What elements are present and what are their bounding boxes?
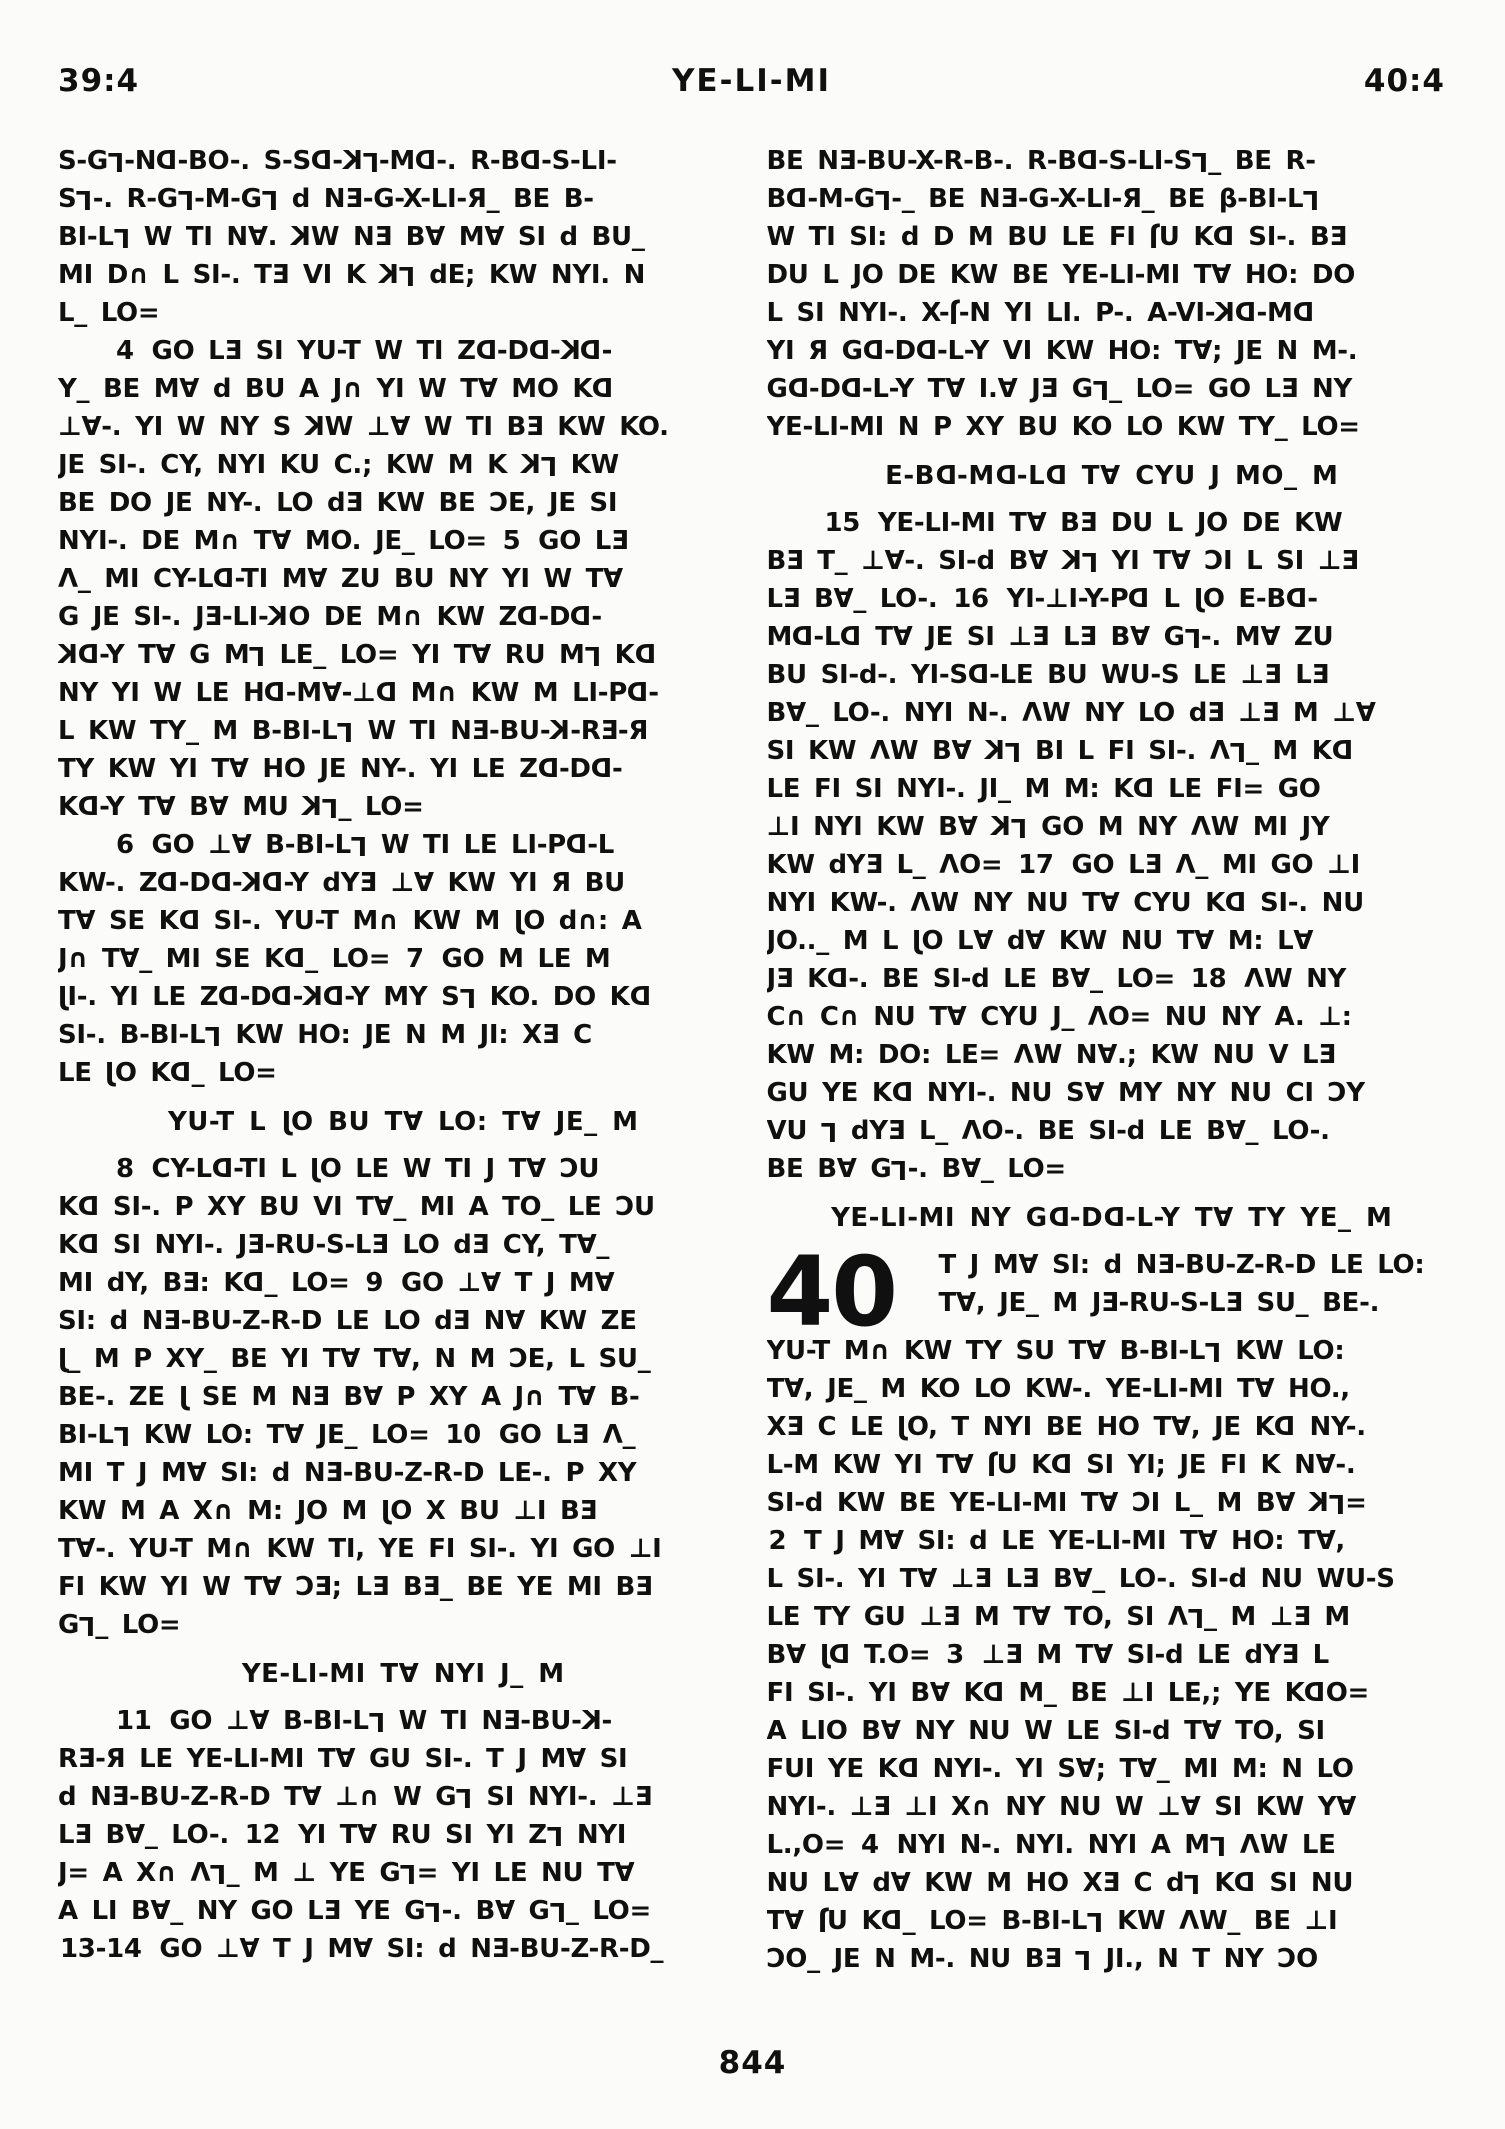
text-line: TY KW YI T∀ HO JE NY-. YI LE ZD-DD- xyxy=(58,750,749,788)
verse-number: 15 xyxy=(824,508,861,538)
section-heading: YE-LI-MI NY GD-DD-L-Y T∀ TY YE_ M xyxy=(767,1199,1458,1237)
text-line: KW M: DO: LE= ΛW N∀.; KW NU V LƎ xyxy=(766,1040,1336,1070)
reversed-letter: D xyxy=(475,336,497,366)
reversed-letter: L xyxy=(205,1020,222,1050)
reversed-letter: D xyxy=(627,678,649,708)
reversed-letter: D xyxy=(1274,1412,1296,1442)
reversed-letter: D xyxy=(1304,1678,1326,1708)
verse-number: 12 xyxy=(244,1820,281,1850)
text-line: L SI NYI-. X-J-N YI LI. P-. A-VI-KD-MD xyxy=(767,294,1458,332)
text-line: SI-d KW BE YE-LI-MI T∀ ƆI L_ M B∀ KL= xyxy=(767,1484,1458,1522)
verse-number: 5 xyxy=(502,526,521,556)
text-line: YE-LI-MI N P XY BU KO LO KW TY_ LO= xyxy=(766,412,1360,442)
reversed-letter: L xyxy=(820,1116,838,1146)
reversed-letter: L xyxy=(1184,1868,1201,1898)
reversed-letter: J xyxy=(310,1154,320,1184)
text-line: LE TY GU ⊥Ǝ M T∀ TO, SI ΛL_ M ⊥Ǝ M xyxy=(767,1598,1458,1636)
reversed-letter: L xyxy=(584,640,601,670)
text-line: C∩ C∩ NU T∀ CYU J_ ΛO= NU NY A. ⊥: xyxy=(766,1002,1352,1032)
reversed-letter: L xyxy=(1187,1602,1204,1632)
reversed-letter: D xyxy=(528,336,550,366)
text-line: LƎ B∀_ LO-. 12 YI T∀ RU SI YI ZL NYI xyxy=(58,1816,749,1854)
text-line: SI KW ΛW B∀ KL BI L FI SI-. ΛL_ M KD xyxy=(767,732,1458,770)
text-line: LE FI SI NYI-. JI_ M M: KD LE FI= GO xyxy=(767,770,1458,808)
text-line: SI: d NƎ-BU-Z-R-D LE LO dƎ N∀ KW ZE xyxy=(58,1306,637,1336)
text-line: T∀-. YU-T M∩ KW TI, YE FI SI-. YI GO ⊥I xyxy=(58,1534,662,1564)
reversed-letter: K xyxy=(550,716,571,746)
text-line: T∀ JU KD_ LO= B-BI-LL KW ΛW_ BE ⊥I xyxy=(767,1902,1458,1940)
text-line: YU-T M∩ KW TY SU T∀ B-BI-LL KW LO: xyxy=(767,1332,1458,1370)
text-line: GU YE KD NYI-. NU S∀ MY NY NU CI ƆY xyxy=(767,1074,1458,1112)
reversed-letter: L xyxy=(79,1610,96,1640)
text-line: BE NƎ-BU-X-R-B-. R-BD-S-LI-SL_ BE R- xyxy=(767,142,1458,180)
text-line: BU SI-d-. YI-SD-LE BU WU-S LE ⊥Ǝ LƎ xyxy=(767,656,1458,694)
text-line: J_ M P XY_ BE YI T∀ T∀, N M ƆE, L SU_ xyxy=(58,1340,749,1378)
reversed-letter: K xyxy=(303,982,323,1012)
reversed-letter: D xyxy=(967,660,990,690)
text-line: B∀_ LO-. NYI N-. ΛW NY LO dƎ ⊥Ǝ M ⊥∀ xyxy=(766,698,1376,728)
reversed-letter: K xyxy=(1308,1488,1329,1518)
reversed-letter: D xyxy=(537,754,559,784)
text-line: FI KW YI W T∀ ƆƎ; LƎ BƎ_ BE YE MI BƎ xyxy=(58,1572,653,1602)
reversed-letter: L xyxy=(874,184,892,214)
reversed-letter: L xyxy=(546,1820,564,1850)
text-line: A LI B∀_ NY GO LƎ YE GL-. B∀ GL_ LO= xyxy=(58,1892,749,1930)
text-line: FUI YE KD NYI-. YI S∀; T∀_ MI M: N LO xyxy=(767,1750,1458,1788)
verse-number: 9 xyxy=(365,1268,384,1298)
reversed-letter: L xyxy=(1011,812,1028,842)
verse-number: 2 xyxy=(768,1526,787,1556)
text-line: KD-Y T∀ B∀ MU KL_ LO= xyxy=(58,788,749,826)
text-line: B∀ JD T.O= 3 ⊥Ǝ M T∀ SI-d LE dYƎ L xyxy=(767,1636,1458,1674)
text-line: KD SI NYI-. JƎ-RU-S-LƎ LO dƎ CY, T∀_ xyxy=(58,1226,749,1264)
text-line: 6 GO ⊥∀ B-BI-LL W TI LE LI-PD-L xyxy=(58,826,749,864)
text-line: KW dYƎ L_ ΛO= 17 GO LƎ Λ_ MI GO ⊥I xyxy=(766,850,1360,880)
reversed-letter: D xyxy=(310,146,333,176)
text-line: 15 YE-LI-MI T∀ BƎ DU L JO DE KW xyxy=(824,508,1343,538)
reversed-letter: J xyxy=(58,1344,68,1374)
reversed-letter: D xyxy=(1076,146,1099,176)
reversed-letter: D xyxy=(1224,888,1247,918)
text-line: Y_ BE M∀ d BU A J∩ YI W T∀ MO KD xyxy=(58,370,749,408)
reversed-letter: L xyxy=(337,716,354,746)
text-line: KD-Y T∀ G ML LE_ LO= YI T∀ RU ML KD xyxy=(58,636,749,674)
reversed-letter: D xyxy=(156,146,178,176)
reversed-letter: L xyxy=(76,184,93,214)
text-line: G JE SI-. JƎ-LI-KO DE M∩ KW ZD-DD- xyxy=(58,598,749,636)
reversed-letter: J xyxy=(178,1382,188,1412)
reversed-letter: D xyxy=(1051,1450,1073,1480)
text-line: LƎ B∀_ LO-. 16 YI-⊥I-Y-PD L JO E-BD- xyxy=(767,580,1458,618)
text-columns xyxy=(58,142,1457,2019)
reversed-letter: D xyxy=(983,1678,1005,1708)
reversed-letter: D xyxy=(840,374,862,404)
reversed-letter: L xyxy=(1229,736,1246,766)
reversed-letter: J xyxy=(819,1640,829,1670)
text-line: MI D∩ L SI-. TƎ VI K KL dE; KW NYI. N xyxy=(58,256,749,294)
text-line: A LIO B∀ NY NU W LE SI-d T∀ TO, SI xyxy=(766,1716,1325,1746)
reversed-letter: D xyxy=(915,336,938,366)
reversed-letter: D xyxy=(211,1154,234,1184)
page-header xyxy=(58,58,1445,104)
reversed-letter: K xyxy=(1061,546,1082,576)
header-left-reference: 39:4 xyxy=(58,63,140,99)
text-line: L-M KW YI T∀ JU KD SI YI; JE FI K N∀-. xyxy=(767,1446,1458,1484)
text-line: MI T J M∀ SI: d NƎ-BU-Z-R-D LE-. P XY xyxy=(58,1458,637,1488)
reversed-letter: D xyxy=(1103,1203,1126,1233)
reversed-letter: D xyxy=(213,564,235,594)
text-line: NY YI W LE HD-M∀-⊥D M∩ KW M LI-PD- xyxy=(58,674,749,712)
reversed-letter: L xyxy=(425,1896,442,1926)
reversed-letter: J xyxy=(513,906,524,936)
reversed-letter: D xyxy=(1045,461,1068,491)
reversed-letter: L xyxy=(1004,736,1022,766)
reversed-letter: D xyxy=(570,602,592,632)
reversed-letter: D xyxy=(629,982,651,1012)
reversed-letter: L xyxy=(1075,1944,1092,1974)
text-line: YI Я GD-DD-L-Y VI KW HO: T∀; JE N M-. xyxy=(767,332,1458,370)
reversed-letter: D xyxy=(897,1754,919,1784)
reversed-letter: D xyxy=(77,1192,100,1222)
reversed-letter: D xyxy=(881,1906,903,1936)
verse-number: 13-14 xyxy=(60,1934,142,1964)
reversed-letter: D xyxy=(271,982,293,1012)
reversed-letter: K xyxy=(242,868,263,898)
text-line: SL-. R-GL-M-GL d NƎ-G-X-LI-Я_ BE B- xyxy=(58,180,749,218)
reversed-letter: D xyxy=(590,754,613,784)
verse-number: 4 xyxy=(116,336,134,366)
reversed-letter: D xyxy=(264,678,286,708)
reversed-letter: D xyxy=(262,868,284,898)
text-line: ⊥I NYI KW B∀ KL GO M NY ΛW MI JY xyxy=(767,808,1458,846)
reversed-letter: L xyxy=(1192,146,1209,176)
text-line: MD-LD T∀ JE SI ⊥Ǝ LƎ B∀ GL-. M∀ ZU xyxy=(767,618,1458,656)
reversed-letter: L xyxy=(1081,546,1098,576)
reversed-letter: L xyxy=(322,792,339,822)
reversed-letter: L xyxy=(456,1782,473,1812)
reversed-letter: D xyxy=(77,792,100,822)
text-line: LE JO KD_ LO= xyxy=(58,1054,749,1092)
reversed-letter: D xyxy=(517,602,539,632)
reversed-letter: L xyxy=(368,1706,385,1736)
text-line: JO.._ M L JO L∀ d∀ KW NU T∀ M: L∀ xyxy=(767,922,1458,960)
right-column xyxy=(767,142,1458,2019)
verse-number: 4 xyxy=(860,1830,879,1860)
reversed-letter: L xyxy=(459,982,476,1012)
verse-number: 11 xyxy=(116,1706,152,1736)
reversed-letter: K xyxy=(985,736,1005,766)
reversed-letter: L xyxy=(350,830,368,860)
reversed-letter: J xyxy=(987,1450,997,1480)
verse-number: 8 xyxy=(116,1154,134,1184)
verse-number: 6 xyxy=(116,830,134,860)
reversed-letter: D xyxy=(592,374,614,404)
reversed-letter: K xyxy=(991,812,1012,842)
reversed-letter: L xyxy=(113,222,130,252)
text-line: 11 GO ⊥∀ B-BI-LL W TI NƎ-BU-K- xyxy=(58,1702,749,1740)
header-book-title: YE-LI-MI xyxy=(671,63,832,99)
verse-number: 7 xyxy=(405,944,424,974)
reversed-letter: L xyxy=(107,146,125,176)
reversed-letter: L xyxy=(1092,374,1110,404)
reversed-letter: D xyxy=(862,336,884,366)
text-line: NYI-. ⊥Ǝ ⊥I X∩ NY NU W ⊥∀ SI KW Y∀ xyxy=(766,1792,1357,1822)
text-line: XƎ C LE JO, T NYI BE HO T∀, JE KD NY-. xyxy=(767,1408,1458,1446)
reversed-letter: J xyxy=(949,298,959,328)
reversed-letter: K xyxy=(560,336,581,366)
reversed-letter: D xyxy=(891,1078,913,1108)
text-line: L.,O= 4 NYI N-. NYI. NYI A ML ΛW LE xyxy=(767,1826,1458,1864)
text-line: 4 GO LƎ SI YU-T W TI ZD-DD-KD- xyxy=(58,332,749,370)
reversed-letter: D xyxy=(218,982,240,1012)
reversed-letter: D xyxy=(77,1230,100,1260)
verse-number: 3 xyxy=(946,1640,964,1670)
reversed-letter: D xyxy=(826,964,849,994)
text-line: BƎ T_ ⊥∀-. SI-d B∀ KL YI T∀ ƆI L SI ⊥Ǝ xyxy=(767,542,1458,580)
reversed-letter: K xyxy=(58,640,78,670)
reversed-letter: K xyxy=(520,450,541,480)
reversed-letter: D xyxy=(210,868,232,898)
text-line: NU L∀ d∀ KW M HO XƎ C dL KD SI NU xyxy=(767,1864,1458,1902)
reversed-letter: K xyxy=(268,602,289,632)
reversed-letter: D xyxy=(77,640,100,670)
text-line: T∀, JE_ M JƎ-RU-S-LƎ SU_ BE-. xyxy=(938,1288,1380,1318)
reversed-letter: L xyxy=(177,184,195,214)
reversed-letter: L xyxy=(1184,622,1201,652)
text-line: VU L dYƎ L_ ΛO-. BE SI-d LE B∀_ LO-. xyxy=(767,1112,1458,1150)
reversed-letter: J xyxy=(280,1107,291,1137)
reversed-letter: D xyxy=(170,1058,192,1088)
reversed-letter: J xyxy=(105,1058,115,1088)
text-line: KD SI-. P XY BU VI T∀_ MI A TO_ LE ƆU xyxy=(58,1188,749,1226)
reversed-letter: D xyxy=(1292,298,1314,328)
reversed-letter: J xyxy=(380,1496,391,1526)
reversed-letter: D xyxy=(787,374,809,404)
reversed-letter: L xyxy=(113,1420,130,1450)
text-line: NYI KW-. ΛW NY NU T∀ CYU KD SI-. NU xyxy=(767,884,1458,922)
text-line: JE SI-. CY, NYI KU C.; KW M K KL KW xyxy=(58,446,749,484)
reversed-letter: D xyxy=(934,461,958,491)
text-line: KW-. ZD-DD-KD-Y dYƎ ⊥∀ KW YI Я BU xyxy=(58,864,749,902)
reversed-letter: L xyxy=(540,450,557,480)
text-line: FI SI-. YI B∀ KD M_ BE ⊥I LE,; YE KDO= xyxy=(767,1674,1458,1712)
text-line: RƎ-Я LE YE-LI-MI T∀ GU SI-. T J M∀ SI xyxy=(58,1744,628,1774)
text-line: GD-DD-L-Y T∀ I.∀ JƎ GL_ LO= GO LƎ NY xyxy=(767,370,1458,408)
text-line: BI-LL KW LO: T∀ JE_ LO= 10 GO LƎ Λ_ xyxy=(58,1416,749,1454)
text-line: W TI SI: d D M BU LE FI JU KD SI-. BƎ xyxy=(767,218,1458,256)
reversed-letter: D xyxy=(786,184,808,214)
reversed-letter: D xyxy=(243,1268,265,1298)
reversed-letter: J xyxy=(912,926,922,956)
reversed-letter: D xyxy=(1285,584,1308,614)
text-line: S-GL-ND-BO-. S-SD-KL-MD-. R-BD-S-LI- xyxy=(58,142,749,180)
chapter-start-block xyxy=(766,1236,1458,1348)
reversed-letter: L xyxy=(261,184,278,214)
text-line: BE DO JE NY-. LO dƎ KW BE ƆE, JE SI xyxy=(58,488,618,518)
reversed-letter: K xyxy=(302,792,323,822)
text-line: J∩ T∀_ MI SE KD_ LO= 7 GO M LE M xyxy=(58,940,749,978)
reversed-letter: D xyxy=(1128,584,1150,614)
text-line: L SI-. YI T∀ ⊥Ǝ LƎ B∀_ LO-. SI-d NU WU-S xyxy=(766,1564,1395,1594)
reversed-letter: K xyxy=(342,146,363,176)
reversed-letter: D xyxy=(157,868,179,898)
reversed-letter: K xyxy=(379,260,400,290)
reversed-letter: J xyxy=(897,1412,907,1442)
reversed-letter: L xyxy=(549,1896,566,1926)
section-heading: YE-LI-MI T∀ NYI J_ M xyxy=(241,1659,565,1689)
text-line: ⊥∀-. YI W NY S KW ⊥∀ W TI BƎ KW KO. xyxy=(58,408,749,446)
reversed-letter: D xyxy=(1235,298,1257,328)
reversed-letter: L xyxy=(210,1858,227,1888)
section-heading: E-BD-MD-LD T∀ CYU J MO_ M xyxy=(767,457,1458,495)
text-line: ƆO_ JE N M-. NU BƎ L JI., N T NY ƆO xyxy=(767,1940,1458,1978)
reversed-letter: L xyxy=(1328,1488,1346,1518)
reversed-letter: L xyxy=(249,640,266,670)
reversed-letter: D xyxy=(178,906,200,936)
reversed-letter: D xyxy=(414,146,437,176)
reversed-letter: L xyxy=(1303,184,1320,214)
reversed-letter: K xyxy=(1215,298,1236,328)
verse-number: 18 xyxy=(1190,964,1227,994)
reversed-letter: D xyxy=(1213,222,1235,252)
verse-number: 16 xyxy=(953,584,989,614)
reversed-letter: D xyxy=(1234,1868,1256,1898)
reversed-letter: D xyxy=(375,678,397,708)
text-line: T∀, JE_ M KO LO KW-. YE-LI-MI T∀ HO., xyxy=(766,1374,1350,1404)
text-line: J= A X∩ ΛL_ M ⊥ YE GL= YI LE NU T∀ xyxy=(58,1854,749,1892)
text-line: NYI-. DE M∩ T∀ MO. JE_ LO= 5 GO LƎ xyxy=(58,526,629,556)
reversed-letter: J xyxy=(1149,222,1159,252)
text-line: GL_ LO= xyxy=(58,1606,749,1644)
reversed-letter: L xyxy=(1205,1336,1222,1366)
reversed-letter: L xyxy=(1087,1906,1104,1936)
reversed-letter: D xyxy=(1047,1203,1070,1233)
text-line: T J M∀ SI: d NƎ-BU-Z-R-D LE LO: xyxy=(938,1250,1425,1280)
reversed-letter: L xyxy=(891,1154,908,1184)
reversed-letter: L xyxy=(400,1858,417,1888)
left-column xyxy=(58,142,749,2019)
reversed-letter: L xyxy=(1209,1830,1227,1860)
text-line: T∀ SE KD SI-. YU-T M∩ KW M JO d∩: A xyxy=(58,902,749,940)
text-line: KW M A X∩ M: JO M JO X BU ⊥I BƎ xyxy=(58,1492,749,1530)
reversed-letter: D xyxy=(580,336,602,366)
text-line: 13-14 GO ⊥∀ T J M∀ SI: d NƎ-BU-Z-R-D_ xyxy=(60,1934,664,1964)
text-line: BI-LL W TI N∀. KW NƎ B∀ M∀ SI d BU_ xyxy=(58,218,749,256)
reversed-letter: D xyxy=(840,622,862,652)
reversed-letter: J xyxy=(1193,584,1203,614)
reversed-letter: J xyxy=(817,1906,827,1936)
reversed-letter: D xyxy=(634,640,656,670)
text-line: JI-. YI LE ZD-DD-KD-Y MY SL KO. DO KD xyxy=(58,978,749,1016)
chapter-number: 40 xyxy=(766,1236,897,1348)
text-line: 2 T J M∀ SI: d LE YE-LI-MI T∀ HO: T∀, xyxy=(768,1526,1345,1556)
reversed-letter: K xyxy=(581,1706,602,1736)
text-line: MI dY, BƎ: KD_ LO= 9 GO ⊥∀ T J M∀ xyxy=(58,1264,749,1302)
reversed-letter: D xyxy=(323,982,345,1012)
reversed-letter: D xyxy=(565,830,588,860)
reversed-letter: L xyxy=(362,146,379,176)
text-line: Λ_ MI CY-LD-TI M∀ ZU BU NY YI W T∀ xyxy=(58,560,749,598)
reversed-letter: D xyxy=(283,944,306,974)
reversed-letter: D xyxy=(792,622,814,652)
text-line: d NƎ-BU-Z-R-D T∀ ⊥∩ W GL SI NYI-. ⊥Ǝ xyxy=(58,1778,749,1816)
text-line: BE B∀ GL-. B∀_ LO= xyxy=(767,1150,1458,1188)
section-heading: YU-T L JO BU T∀ LO: T∀ JE_ M xyxy=(58,1103,749,1141)
text-line: SI-. B-BI-LL KW HO: JE N M JI: XƎ C xyxy=(58,1016,749,1054)
text-line: DU L JO DE KW BE YE-LI-MI T∀ HO: DO xyxy=(766,260,1356,290)
verse-number: 17 xyxy=(1018,850,1054,880)
reversed-letter: D xyxy=(1133,774,1155,804)
reversed-letter: D xyxy=(828,1640,851,1670)
text-line: BD-M-GL-_ BE NƎ-G-X-LI-Я_ BE β-BI-LL xyxy=(767,180,1458,218)
text-line: L KW TY_ M B-BI-LL W TI NƎ-BU-K-RƎ-Я xyxy=(58,712,749,750)
reversed-letter: D xyxy=(519,146,542,176)
text-line: 8 CY-LD-TI L JO LE W TI J T∀ ƆU xyxy=(58,1150,749,1188)
reversed-letter: J xyxy=(58,982,68,1012)
header-right-reference: 40:4 xyxy=(1363,63,1445,99)
verse-number: 10 xyxy=(445,1420,481,1450)
text-line: BE-. ZE J SE M NƎ B∀ P XY A J∩ T∀ B- xyxy=(58,1378,749,1416)
reversed-letter: D xyxy=(994,461,1017,491)
reversed-letter: K xyxy=(291,222,311,252)
page-number-footer: 844 xyxy=(718,2045,787,2081)
text-line: L_ LO= xyxy=(58,298,160,328)
text-line: JƎ KD-. BE SI-d LE B∀_ LO= 18 ΛW NY xyxy=(767,960,1458,998)
reversed-letter: K xyxy=(304,412,325,442)
reversed-letter: D xyxy=(1331,736,1353,766)
reversed-letter: L xyxy=(399,260,416,290)
